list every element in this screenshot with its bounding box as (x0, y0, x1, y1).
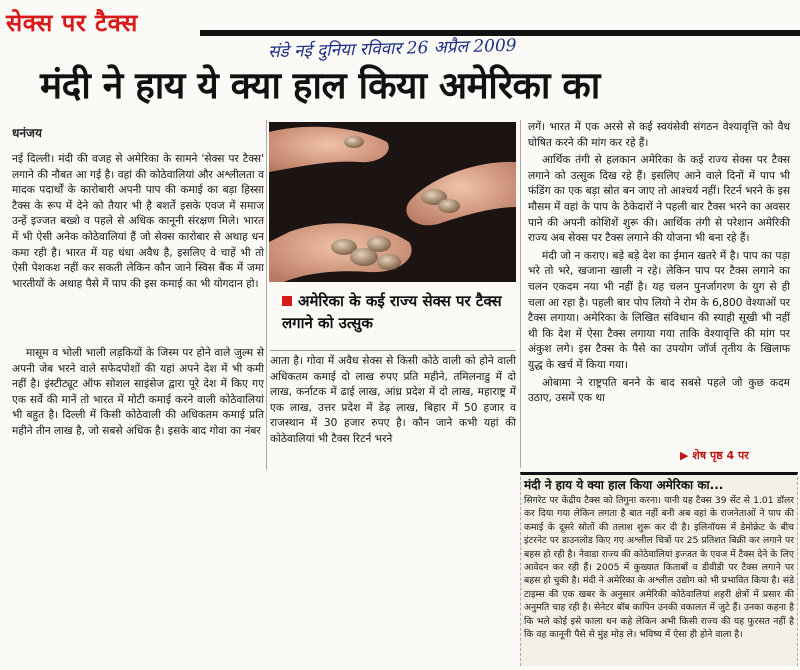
headline: मंदी ने हाय ये क्या हाल किया अमेरिका का (40, 64, 600, 107)
paragraph: नई दिल्ली। मंदी की वजह से अमेरिका के सामने 'सेक्स पर टैक्स' लगाने की नौबत आ गई है। वहां की कोठेवालियां और अश्लीलता व मादक पदार्थों के कारोबारी अपनी पाप की कमाई का बड़ा हिस्सा टैक्स के रूप में देने को तैयार भी है बशर्ते इसके एवज में समाज उन्हें इज्जत बख्शे व पहले से अधिक कानूनी संरक्षण मिले। भारत में भी ऐसी अनेक कोठेवालियां हैं जो सेक्स कारोबार से अथाह धन कमा रही है। भारत में यह धंधा अवैध है, इसलिए वे चाहें भी तो ऐसी पेशकश नहीं कर सकती लेकिन कौन जाने स्विस बैंक में जमा भारतीयों के अथाह पैसे में पाप की इस कमाई का भी योगदान हो। (12, 153, 264, 290)
continuation-note: ▶ शेष पृष्ठ 4 पर (680, 449, 749, 462)
section-tag: सेक्स पर टैक्स (6, 9, 138, 37)
middle-column (270, 354, 516, 450)
continuation-text: शेष पृष्ठ 4 पर (692, 449, 749, 462)
box-title: मंदी ने हाय ये क्या हाल किया अमेरिका का... (524, 478, 724, 492)
pull-quote-rule (270, 350, 516, 351)
paragraph: आर्थिक तंगी से हलकान अमेरिका के कई राज्य सेक्स पर टैक्स लगाने को उत्सुक दिख रहे हैं। इसलिए आने वाले दिनों में पाप भी फंडिंग का एक बड़ा स्रोत बन जाए तो आश्चर्य नहीं। रिटर्न भरने के इस मौसम में वहां के पाप के ठेकेदारों ने पहली बार टैक्स भरने का अवसर पाने की अपनी कोशिशें शुरू की। आर्थिक तंगी से परेशान अमेरिकी राज्य अब सेक्स पर टैक्स लगाने की योजना भी बना रहे हैं। (528, 154, 790, 245)
bullet-square (282, 296, 292, 306)
column-divider (266, 120, 267, 470)
paragraph: लगें। भारत में एक अरसे से कई स्वयंसेवी संगठन वेश्यावृत्ति को वैध घोषित करने की मांग कर रहे हैं। (528, 121, 790, 149)
paragraph: मासूम व भोली भाली लड़कियों के जिस्म पर होने वाले जुल्म से अपनी जेब भरने वाले सफेदपोशों की यहां अपने देश में भी कमी नहीं है। इंस्टीट्यूट ऑफ सोशल साइंसेज द्वारा पूरे देश में किए गए एक सर्वे की मानें तो भारत में मोटी कमाई करने वाली कोठेवालियां भी बहुत है। दिल्ली में किसी कोठेवाली की अधिकतम कमाई प्रति महीने तीन लाख है, जो सबसे अधिक है। इसके बाद गोवा का नंबर (12, 347, 264, 437)
left-column-bottom (12, 346, 264, 442)
handwritten-note: संडे नई दुनिया रविवार 26 अप्रैल 2009 (267, 35, 517, 63)
right-column (528, 120, 790, 409)
byline: धनंजय (12, 126, 42, 140)
photo-illustration (269, 122, 516, 282)
box-text: सिगरेट पर केंद्रीय टैक्स को तिगुना करना। यानी यह टैक्स 39 सेंट से 1.01 डॉलर कर दिया गया लेकिन लगता है बात नहीं बनी अब वहां के राजनेताओं ने पाप की कमाई के दूसरे स्रोतों की तलाश शुरू कर दी है। इलिनॉयस में डेमोक्रेट के बीच इंटरनेट पर डाउनलोड किए गए अश्लील चित्रों पर 25 प्रतिशत बिक्री कर लगाने पर बहस हो रही है। नेवाडा राज्य की कोठेवालियां इज्जत के एवज में टैक्स देने के लिए आवेदन कर रही हैं। 2005 में कुख्यात किताबों व डीवीडी पर टैक्स लगाने पर बहस हो चुकी है। मंदी ने अमेरिका के अश्लील उद्योग को भी प्रभावित किया है। संडे टाइम्स की एक खबर के अनुसार अमेरिकी कोठेवालियां शहरी क्षेत्रों में प्रसार की अनुमति चाह रही है। सेनेटर बॉब कापिन उनकी वकालत में जुटे हैं। उनका कहना है कि भले कोई इसे काला धन कहे लेकिन अभी किसी राज्य की यह फुरसत नहीं है कि वह कानूनी पैसे से मुंह मोड़ ले। भविष्य में ऐसा ही होने वाला है। (524, 495, 794, 641)
pull-quote-text: अमेरिका के कई राज्य सेक्स पर टैक्स लगाने को उत्सुक (282, 292, 502, 332)
paragraph: मंदी जो न कराए। बड़े बड़े देश का ईमान खतरे में है। पाप का पड़ा भरे तो भरे, खजाना खाली न रहे। लेकिन पाप पर टैक्स लगाने का चलन एकदम नया भी नहीं है। यह चलन पुनर्जागरण के युग से ही चला आ रहा है। पहली बार पोप लियो ने रोम के 6,800 वेश्याओं पर टैक्स लगाया। अमेरिका के लिखित संविधान की स्याही सूखी भी नहीं थी कि देश में ऐसा टैक्स लगाया गया ताकि वेश्यावृत्ति की मांग पर अंकुश लगे। इस टैक्स के पैसे का उपयोग जॉर्ज तृतीय के खिलाफ युद्ध के खर्च में किया गया। (528, 249, 790, 371)
left-column-top (12, 152, 264, 294)
paragraph: आता है। गोवा में अवैध सेक्स से किसी कोठे वाली को होने वाली अधिकतम कमाई दो लाख रुपए प्रति महीने, तमिलनाडु में दो लाख, कर्नाटक में ढाई लाख, आंध्र प्रदेश में दो लाख, महाराष्ट्र में एक लाख, उत्तर प्रदेश में डेढ़ लाख, बिहार में 50 हजार व राजस्थान में 30 हजार रुपए है। कौन जाने कभी यहां की कोठेवालियां भी टैक्स रिटर्न भरने (270, 355, 516, 445)
pull-quote (282, 290, 514, 334)
hands-coins-photo (269, 122, 516, 282)
paragraph: ओबामा ने राष्ट्रपति बनने के बाद सबसे पहले जो कुछ कदम उठाए, उसमें एक था (528, 376, 790, 405)
column-divider (520, 120, 521, 468)
